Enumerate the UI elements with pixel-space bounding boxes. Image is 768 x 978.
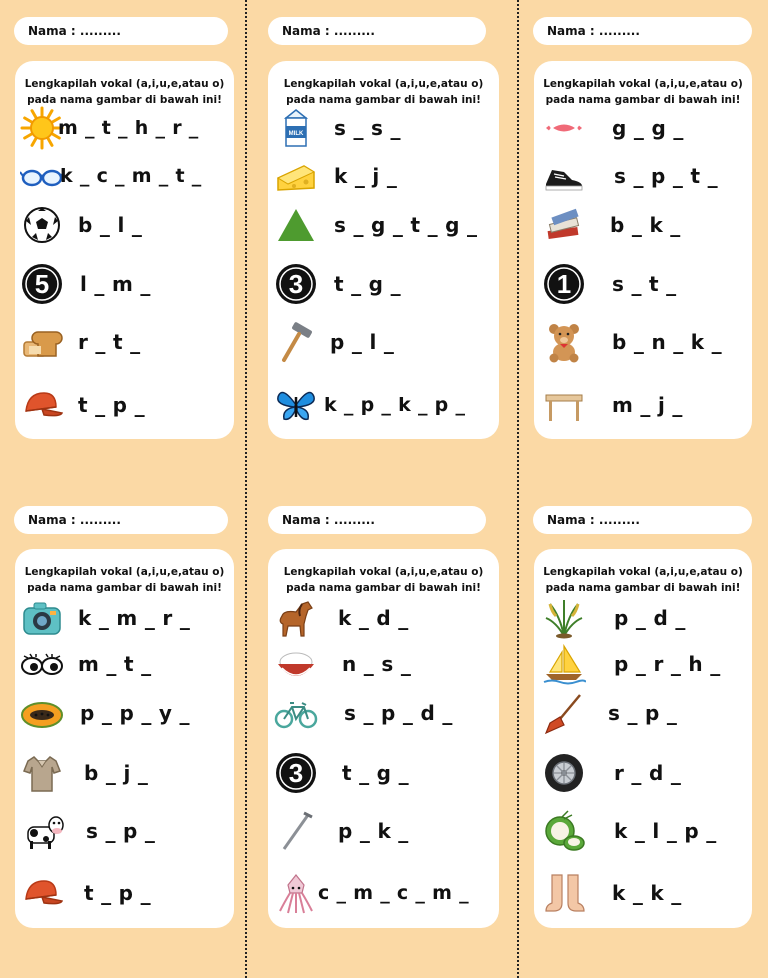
shirt-icon [20,751,64,795]
bicycle-icon [274,691,318,735]
fill-in-word[interactable]: t _ p _ [78,393,145,417]
exercise-row [534,808,752,854]
table-icon [542,383,586,427]
exercise-row [268,870,499,916]
fill-in-word[interactable]: s _ s _ [334,116,401,140]
rice-plant-icon [542,596,586,640]
fill-in-word[interactable]: k _ l _ p _ [614,819,717,843]
instruction-text [15,76,234,108]
instruction-text [15,564,234,596]
fill-in-word[interactable]: t _ p _ [84,881,151,905]
fill-in-word[interactable]: r _ t _ [78,330,141,354]
instruction-line-2: pada nama gambar di bawah ini! [27,582,222,594]
instruction-line-2: pada nama gambar di bawah ini! [545,94,741,106]
exercise-row [15,595,234,641]
fill-in-word[interactable]: m _ t _ h _ r _ [58,117,199,139]
fill-in-word[interactable]: t _ g _ [342,761,409,785]
fill-in-word[interactable]: t _ g _ [334,272,401,296]
fill-in-word[interactable]: b _ k _ [610,213,681,237]
fill-in-word[interactable]: m _ j _ [612,393,683,417]
fill-in-word[interactable]: s _ p _ d _ [344,701,453,725]
instruction-line-1: Lengkapilah vokal (a,i,u,e,atau o) [543,566,743,578]
books-icon [542,203,586,247]
name-field[interactable]: Nama : ......... [533,506,752,534]
tire-icon [542,751,586,795]
camera-icon [20,596,64,640]
sneaker-icon [542,154,586,198]
instruction-line-1: Lengkapilah vokal (a,i,u,e,atau o) [283,78,484,90]
teeth-icon [542,106,586,150]
number-five-icon [20,262,64,306]
exercise-row [534,319,752,365]
name-field[interactable]: Nama : ......... [14,506,228,534]
worksheet-card [268,549,499,928]
fill-in-word[interactable]: m _ t _ [78,652,152,676]
instruction-text [534,76,752,108]
fill-in-word[interactable]: k _ m _ r _ [78,606,191,630]
eyeglasses-icon [20,154,64,198]
worksheet-card [268,61,499,439]
svg-text:3: 3 [288,758,304,788]
fill-in-word[interactable]: c _ m _ c _ m _ [318,882,469,904]
coconut-icon [542,809,586,853]
name-field[interactable]: Nama : ......... [14,17,228,45]
fill-in-word[interactable]: p _ p _ y _ [80,701,190,725]
fill-in-word[interactable]: b _ j _ [84,761,149,785]
instruction-line-1: Lengkapilah vokal (a,i,u,e,atau o) [543,78,743,90]
svg-text:3: 3 [288,269,304,299]
exercise-row [15,261,234,307]
number-one-icon [542,262,586,306]
exercise-row [15,690,234,736]
instruction-line-1: Lengkapilah vokal (a,i,u,e,atau o) [24,78,225,90]
exercise-row [268,382,499,428]
worksheet-card [15,61,234,439]
soccer-ball-icon [20,203,64,247]
instruction-text [534,564,752,596]
exercise-row [268,690,499,736]
fill-in-word[interactable]: p _ d _ [614,606,686,630]
exercise-row [534,202,752,248]
exercise-row [268,202,499,248]
exercise-row [268,808,499,854]
number-three-icon [274,751,318,795]
exercise-row [15,808,234,854]
fill-in-word[interactable]: b _ n _ k _ [612,330,722,354]
exercise-row [534,690,752,736]
hammer-icon [274,320,318,364]
fill-in-word[interactable]: n _ s _ [342,652,412,676]
worksheet-card [534,549,752,928]
instruction-line-2: pada nama gambar di bawah ini! [27,94,222,106]
fill-in-word[interactable]: r _ d _ [614,761,682,785]
number-three-icon [274,262,318,306]
sailboat-icon [542,642,586,686]
horse-icon [274,596,318,640]
butterfly-icon [274,383,318,427]
cheese-icon [274,154,318,198]
fill-in-word[interactable]: k _ c _ m _ t _ [60,165,202,187]
exercise-row [15,105,234,151]
exercise-row [534,153,752,199]
svg-text:MILK: MILK [288,131,304,137]
fill-in-word[interactable]: s _ p _ [86,819,156,843]
fill-in-word[interactable]: p _ k _ [338,819,409,843]
exercise-row [15,870,234,916]
cap-icon [20,383,64,427]
rice-bowl-icon [274,642,318,686]
fill-in-word[interactable]: p _ r _ h _ [614,652,721,676]
exercise-row [534,595,752,641]
worksheet-card [534,61,752,439]
fill-in-word[interactable]: s _ p _ t _ [614,164,718,188]
broom-icon [542,691,586,735]
exercise-row [15,382,234,428]
instruction-text [268,564,499,596]
fill-in-word[interactable]: s _ g _ t _ g _ [334,213,478,237]
nail-icon [274,809,318,853]
cap-icon [20,871,64,915]
cow-icon [20,809,64,853]
exercise-row [534,750,752,796]
fill-in-word[interactable]: s _ p _ [608,701,678,725]
worksheet-card [15,549,234,928]
feet-icon [542,871,586,915]
exercise-row [15,750,234,796]
papaya-icon [20,691,64,735]
exercise-row [268,641,499,687]
exercise-row [268,261,499,307]
exercise-row [534,105,752,151]
fill-in-word[interactable]: b _ l _ [78,213,143,237]
exercise-row [534,641,752,687]
fill-in-word[interactable]: s _ t _ [612,272,677,296]
fill-in-word[interactable]: k _ k _ [612,881,682,905]
fill-in-word[interactable]: k _ j _ [334,164,398,188]
exercise-row [268,595,499,641]
exercise-row [534,382,752,428]
fill-in-word[interactable]: k _ p _ k _ p _ [324,394,466,416]
instruction-line-1: Lengkapilah vokal (a,i,u,e,atau o) [24,566,225,578]
instruction-line-2: pada nama gambar di bawah ini! [545,582,741,594]
bread-icon [20,320,64,364]
instruction-line-2: pada nama gambar di bawah ini! [286,94,481,106]
instruction-line-1: Lengkapilah vokal (a,i,u,e,atau o) [283,566,484,578]
exercise-row [15,153,234,199]
svg-text:5: 5 [34,269,50,299]
instruction-text [268,76,499,108]
triangle-icon [274,203,318,247]
exercise-row [534,870,752,916]
exercise-row [268,153,499,199]
svg-text:1: 1 [556,269,572,299]
exercise-row [15,641,234,687]
eyes-icon [20,642,64,686]
teddy-bear-icon [542,320,586,364]
cut-line-1 [245,0,247,978]
milk-carton-icon [274,106,318,150]
fill-in-word[interactable]: p _ l _ [330,330,395,354]
exercise-row [15,319,234,365]
exercise-row [15,202,234,248]
exercise-row [268,105,499,151]
exercise-row [268,319,499,365]
exercise-row [534,261,752,307]
fill-in-word[interactable]: l _ m _ [80,272,151,296]
name-field[interactable]: Nama : ......... [268,17,486,45]
cut-line-2 [517,0,519,978]
squid-icon [274,871,318,915]
name-field[interactable]: Nama : ......... [268,506,486,534]
fill-in-word[interactable]: k _ d _ [338,606,409,630]
exercise-row [268,750,499,796]
instruction-line-2: pada nama gambar di bawah ini! [286,582,481,594]
fill-in-word[interactable]: g _ g _ [612,116,684,140]
name-field[interactable]: Nama : ......... [533,17,752,45]
